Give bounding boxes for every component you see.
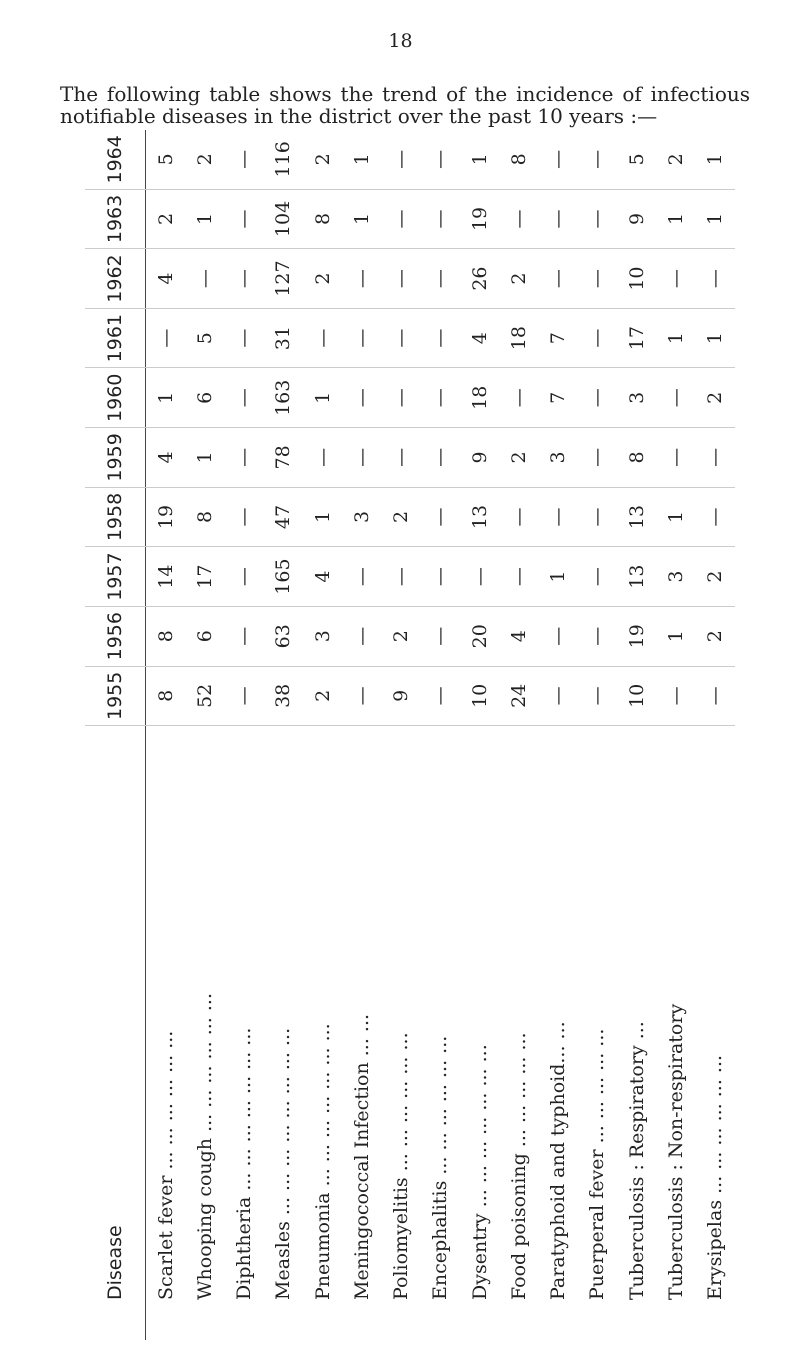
case-count: 104	[264, 189, 303, 249]
case-count: 2	[303, 249, 342, 309]
year-header: 1960	[85, 368, 146, 428]
year-header: 1963	[85, 189, 146, 249]
case-count: —	[539, 249, 578, 309]
header-row	[85, 130, 146, 1340]
case-count: 14	[146, 547, 186, 607]
case-count: —	[578, 130, 617, 189]
case-count: 6	[185, 368, 224, 428]
case-count: —	[421, 368, 460, 428]
case-count: —	[342, 547, 381, 607]
disease-name: Dysentry ... ... ... ... ... ... ...	[468, 1044, 491, 1300]
table-row	[146, 130, 186, 1340]
case-count: 4	[303, 547, 342, 607]
case-count: —	[225, 428, 264, 488]
case-count: 10	[617, 249, 656, 309]
case-count: —	[303, 428, 342, 488]
case-count: —	[656, 428, 695, 488]
case-count: 19	[146, 487, 186, 547]
case-count: —	[382, 249, 421, 309]
year-header: 1956	[85, 606, 146, 666]
table-row	[264, 130, 303, 1340]
case-count: —	[342, 666, 381, 726]
disease-name: Puerperal fever ... ... ... ... ...	[586, 1028, 609, 1300]
case-count: —	[421, 606, 460, 666]
case-count: 7	[539, 308, 578, 368]
case-count: 2	[696, 368, 735, 428]
table-row	[303, 130, 342, 1340]
case-count: 3	[342, 487, 381, 547]
table-row	[656, 130, 695, 1340]
disease-name: Pneumonia ... ... ... ... ... ... ...	[311, 1023, 334, 1300]
case-count: —	[539, 606, 578, 666]
case-count: —	[421, 130, 460, 189]
case-count: 78	[264, 428, 303, 488]
case-count: —	[539, 189, 578, 249]
case-count: 18	[499, 308, 538, 368]
case-count: —	[382, 189, 421, 249]
case-count: —	[460, 547, 499, 607]
case-count: 17	[185, 547, 224, 607]
case-count: 10	[460, 666, 499, 726]
incidence-table	[85, 130, 735, 1340]
disease-name: Tuberculosis : Respiratory ...	[625, 1021, 648, 1300]
table-row	[539, 130, 578, 1340]
case-count: —	[225, 249, 264, 309]
case-count: —	[578, 249, 617, 309]
case-count: 8	[185, 487, 224, 547]
case-count: 4	[146, 249, 186, 309]
case-count: 19	[460, 189, 499, 249]
table-body	[146, 130, 736, 1340]
case-count: —	[342, 308, 381, 368]
year-header: 1961	[85, 308, 146, 368]
disease-column-header: Disease	[104, 1225, 126, 1300]
case-count: 2	[696, 606, 735, 666]
case-count: —	[499, 547, 538, 607]
case-count: —	[656, 249, 695, 309]
case-count: 2	[146, 189, 186, 249]
case-count: 3	[303, 606, 342, 666]
disease-name: Food poisoning ... ... ... ... ...	[507, 1032, 530, 1300]
case-count: —	[342, 249, 381, 309]
year-header: 1955	[85, 666, 146, 726]
case-count: 2	[696, 547, 735, 607]
case-count: 9	[617, 189, 656, 249]
case-count: 38	[264, 666, 303, 726]
case-count: —	[421, 308, 460, 368]
case-count: 10	[617, 666, 656, 726]
disease-name: Paratyphoid and typhoid... ...	[547, 1021, 570, 1300]
case-count: 3	[539, 428, 578, 488]
case-count: 1	[185, 428, 224, 488]
case-count: 1	[460, 130, 499, 189]
case-count: —	[696, 666, 735, 726]
case-count: —	[578, 487, 617, 547]
case-count: —	[225, 547, 264, 607]
case-count: 1	[696, 308, 735, 368]
intro-paragraph: The following table shows the trend of the incidence of infectious notifiable diseases in the district over the past 10 years :—	[60, 82, 750, 128]
case-count: 31	[264, 308, 303, 368]
case-count: 13	[617, 487, 656, 547]
case-count: 26	[460, 249, 499, 309]
case-count: 1	[342, 130, 381, 189]
table-row	[696, 130, 735, 1340]
case-count: 24	[499, 666, 538, 726]
case-count: —	[578, 308, 617, 368]
incidence-table-rotated	[85, 130, 735, 1340]
case-count: —	[225, 606, 264, 666]
case-count: 7	[539, 368, 578, 428]
case-count: —	[696, 487, 735, 547]
case-count: 127	[264, 249, 303, 309]
case-count: 63	[264, 606, 303, 666]
case-count: 13	[460, 487, 499, 547]
case-count: —	[421, 189, 460, 249]
case-count: —	[539, 666, 578, 726]
year-header: 1957	[85, 547, 146, 607]
table-row	[617, 130, 656, 1340]
case-count: —	[539, 487, 578, 547]
case-count: —	[421, 547, 460, 607]
case-count: 18	[460, 368, 499, 428]
case-count: 1	[342, 189, 381, 249]
case-count: —	[421, 487, 460, 547]
case-count: —	[421, 428, 460, 488]
table-row	[578, 130, 617, 1340]
case-count: 8	[499, 130, 538, 189]
case-count: —	[303, 308, 342, 368]
case-count: —	[225, 130, 264, 189]
case-count: 19	[617, 606, 656, 666]
case-count: 8	[617, 428, 656, 488]
case-count: —	[225, 487, 264, 547]
case-count: 2	[499, 249, 538, 309]
case-count: —	[382, 547, 421, 607]
case-count: —	[146, 308, 186, 368]
year-header: 1958	[85, 487, 146, 547]
case-count: 2	[382, 606, 421, 666]
case-count: 1	[303, 487, 342, 547]
case-count: 9	[460, 428, 499, 488]
case-count: 1	[696, 130, 735, 189]
case-count: 1	[146, 368, 186, 428]
disease-name: Poliomyelitis ... ... ... ... ... ...	[390, 1032, 413, 1300]
case-count: 5	[617, 130, 656, 189]
case-count: —	[656, 368, 695, 428]
case-count: —	[342, 428, 381, 488]
case-count: 4	[460, 308, 499, 368]
case-count: 1	[185, 189, 224, 249]
case-count: 17	[617, 308, 656, 368]
case-count: 13	[617, 547, 656, 607]
case-count: —	[342, 368, 381, 428]
case-count: —	[421, 249, 460, 309]
disease-name: Erysipelas ... ... ... ... ... ...	[704, 1054, 727, 1300]
case-count: —	[578, 666, 617, 726]
case-count: 1	[656, 189, 695, 249]
disease-name: Scarlet fever ... ... ... ... ... ...	[154, 1030, 177, 1300]
case-count: —	[499, 368, 538, 428]
case-count: —	[656, 666, 695, 726]
page-number: 18	[388, 30, 413, 52]
case-count: —	[382, 308, 421, 368]
case-count: —	[578, 189, 617, 249]
disease-name: Tuberculosis : Non-respiratory	[664, 1003, 687, 1300]
case-count: 1	[656, 487, 695, 547]
case-count: 2	[185, 130, 224, 189]
case-count: —	[578, 368, 617, 428]
case-count: 1	[539, 547, 578, 607]
case-count: —	[499, 487, 538, 547]
case-count: —	[539, 130, 578, 189]
case-count: —	[578, 606, 617, 666]
case-count: 1	[303, 368, 342, 428]
case-count: 9	[382, 666, 421, 726]
table-row	[499, 130, 538, 1340]
case-count: 4	[499, 606, 538, 666]
case-count: —	[696, 249, 735, 309]
table-row	[342, 130, 381, 1340]
case-count: 2	[382, 487, 421, 547]
case-count: —	[578, 428, 617, 488]
table-row	[382, 130, 421, 1340]
case-count: 116	[264, 130, 303, 189]
case-count: —	[382, 368, 421, 428]
case-count: 47	[264, 487, 303, 547]
case-count: —	[225, 308, 264, 368]
case-count: 20	[460, 606, 499, 666]
case-count: —	[421, 666, 460, 726]
case-count: 1	[696, 189, 735, 249]
case-count: 2	[656, 130, 695, 189]
case-count: 6	[185, 606, 224, 666]
case-count: 1	[656, 308, 695, 368]
case-count: 165	[264, 547, 303, 607]
case-count: —	[225, 189, 264, 249]
disease-name: Diphtheria ... ... ... ... ... ... ...	[233, 1027, 256, 1300]
disease-name: Meningococcal Infection ... ...	[350, 1013, 373, 1300]
case-count: 5	[146, 130, 186, 189]
case-count: 2	[499, 428, 538, 488]
year-header: 1959	[85, 428, 146, 488]
case-count: 1	[656, 606, 695, 666]
case-count: —	[499, 189, 538, 249]
case-count: —	[185, 249, 224, 309]
table-row	[460, 130, 499, 1340]
case-count: 3	[617, 368, 656, 428]
table-row	[225, 130, 264, 1340]
case-count: 8	[303, 189, 342, 249]
case-count: 52	[185, 666, 224, 726]
case-count: 8	[146, 606, 186, 666]
year-header: 1964	[85, 130, 146, 189]
table-row	[421, 130, 460, 1340]
case-count: 3	[656, 547, 695, 607]
case-count: 2	[303, 130, 342, 189]
case-count: 2	[303, 666, 342, 726]
table-row	[185, 130, 224, 1340]
case-count: —	[696, 428, 735, 488]
case-count: 163	[264, 368, 303, 428]
case-count: 5	[185, 308, 224, 368]
case-count: —	[225, 666, 264, 726]
case-count: —	[382, 428, 421, 488]
disease-name: Whooping cough ... ... ... ... ... ...	[193, 993, 216, 1300]
case-count: —	[382, 130, 421, 189]
case-count: 8	[146, 666, 186, 726]
disease-name: Encephalitis ... ... ... ... ... ...	[429, 1035, 452, 1300]
case-count: —	[225, 368, 264, 428]
year-header: 1962	[85, 249, 146, 309]
disease-name: Measles ... ... ... ... ... ... ... ...	[272, 1027, 295, 1300]
case-count: 4	[146, 428, 186, 488]
case-count: —	[342, 606, 381, 666]
case-count: —	[578, 547, 617, 607]
